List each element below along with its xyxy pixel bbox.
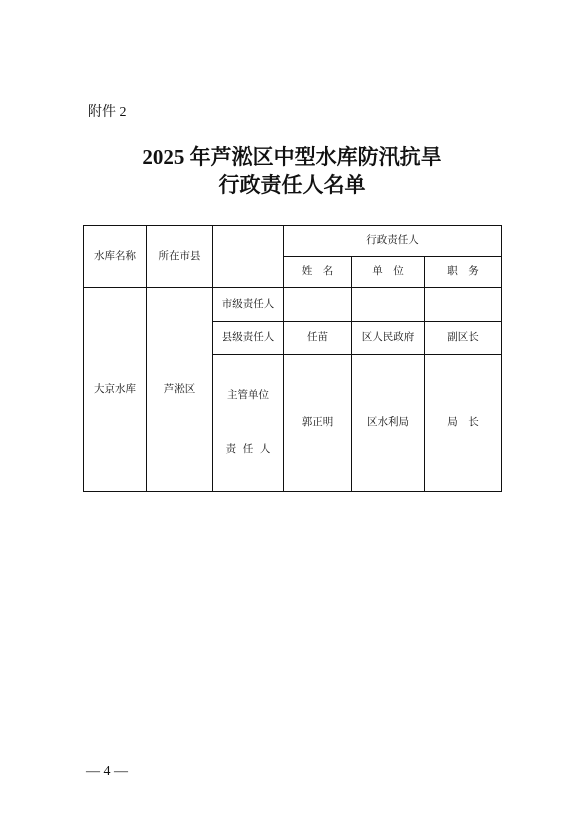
table-header-row — [84, 226, 502, 257]
unit-cell: 区人民政府 — [352, 322, 425, 355]
level-line-1: 主管单位 — [227, 390, 269, 401]
title-line-1: 2025 年芦淞区中型水库防汛抗旱 — [142, 145, 442, 169]
attachment-label: 附件 2 — [88, 105, 127, 120]
position-cell — [425, 288, 502, 322]
page-number: — 4 — — [86, 764, 128, 779]
header-position: 职 务 — [425, 257, 502, 288]
unit-cell: 区水利局 — [352, 355, 425, 492]
title-line-2: 行政责任人名单 — [218, 173, 366, 197]
document-title — [0, 143, 584, 199]
level-cell-county: 县级责任人 — [213, 322, 284, 355]
level-cell-supervising-unit — [213, 355, 284, 492]
position-cell: 局 长 — [425, 355, 502, 492]
table-row — [84, 288, 502, 322]
name-cell — [284, 288, 352, 322]
header-county: 所在市县 — [147, 226, 213, 288]
header-admin-responsible: 行政责任人 — [284, 226, 502, 257]
level-cell-city: 市级责任人 — [213, 288, 284, 322]
name-cell: 任苗 — [284, 322, 352, 355]
reservoir-name-cell: 大京水库 — [84, 288, 147, 492]
header-name: 姓 名 — [284, 257, 352, 288]
header-unit: 单 位 — [352, 257, 425, 288]
header-reservoir-name: 水库名称 — [84, 226, 147, 288]
responsible-persons-table — [83, 225, 502, 492]
name-cell: 郭正明 — [284, 355, 352, 492]
unit-cell — [352, 288, 425, 322]
position-cell: 副区长 — [425, 322, 502, 355]
header-level-blank — [213, 226, 284, 288]
county-cell: 芦淞区 — [147, 288, 213, 492]
level-line-2: 责 任 人 — [225, 444, 271, 455]
